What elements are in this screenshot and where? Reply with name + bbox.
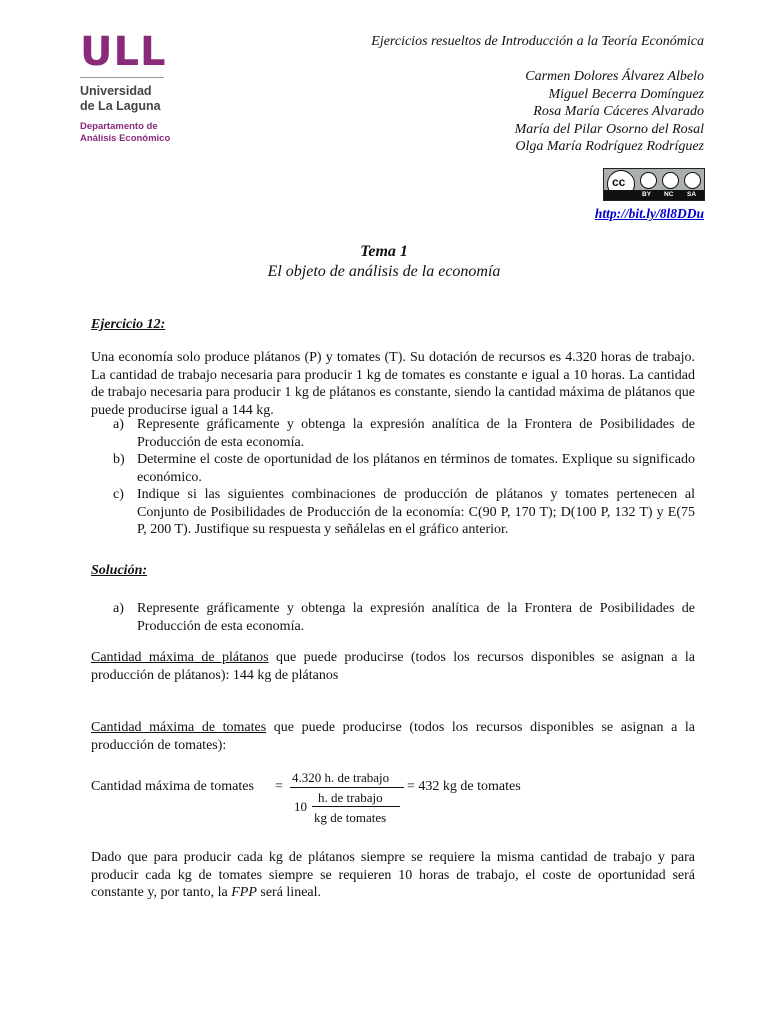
solution-item-a	[113, 600, 695, 635]
platanos-lead: Cantidad máxima de plátanos	[91, 650, 269, 665]
sa-label: SA	[687, 191, 697, 198]
exercise-item-b	[113, 451, 695, 486]
exercise-heading	[91, 316, 695, 334]
fpp-term: FPP	[231, 885, 257, 900]
platanos-paragraph	[91, 649, 695, 684]
logo-divider	[80, 77, 164, 78]
nc-label: NC	[664, 191, 674, 198]
conclusion-paragraph	[91, 849, 695, 902]
solution-heading-text: Solución:	[91, 563, 148, 578]
cc-license-badge	[603, 168, 705, 201]
formula-den-coef: 10	[294, 799, 307, 814]
sharealike-icon	[684, 172, 701, 189]
university-logo	[80, 29, 190, 144]
university-name-line2: de La Laguna	[80, 99, 161, 113]
item-label: b)	[113, 452, 125, 467]
tomates-paragraph	[91, 719, 695, 754]
authors-list	[515, 68, 704, 156]
author: Carmen Dolores Álvarez Albelo	[525, 69, 704, 84]
cc-icon-text: cc	[612, 175, 626, 189]
item-label: a)	[113, 417, 124, 432]
ull-logo-mark: ULL	[80, 29, 167, 75]
item-text: Determine el coste de oportunidad de los plátanos en términos de tomates. Explique su significado económico.	[137, 452, 695, 485]
formula-numerator: 4.320 h. de trabajo	[292, 770, 390, 785]
conclusion-pre: Dado que para producir cada kg de plátanos siempre se requiere la misma cantidad de trabajo y para producir cada kg de tomates siempre se requieren 10 horas de trabajo, el coste de oportunidad será constante y, por tanto, la	[91, 850, 695, 900]
formula-equals: =	[275, 779, 283, 794]
item-text: Indique si las siguientes combinaciones de producción de plátanos y tomates pertenecen al Conjunto de Posibilidades de Producción de la economía: C(90 P, 170 T); D(100 P, 132 T) y E(75 P, 200 T). Justifique su respuesta y señálelas en el gráfico anterior.	[137, 487, 695, 537]
author: Miguel Becerra Domínguez	[548, 86, 704, 102]
formula-lhs: Cantidad máxima de tomates	[91, 779, 254, 794]
item-text: Represente gráficamente y obtenga la expresión analítica de la Frontera de Posibilidades de Producción de esta economía.	[137, 601, 695, 634]
book-title: Ejercicios resueltos de Introducción a la Teoría Económica	[371, 34, 704, 49]
tomates-rest: que puede producirse (todos los recursos disponibles se asignan a la producción de tomates):	[91, 720, 696, 753]
author: Rosa María Cáceres Alvarado	[533, 104, 704, 119]
university-name-line1: Universidad	[80, 84, 152, 98]
department-line2: Análisis Económico	[80, 132, 171, 144]
inner-fraction-bar	[312, 806, 400, 807]
conclusion-post: será lineal.	[256, 885, 322, 900]
department-line1: Departamento de	[80, 121, 158, 132]
author: María del Pilar Osorno del Rosal	[514, 121, 704, 137]
formula-result: = 432 kg de tomates	[407, 779, 521, 794]
item-text: Represente gráficamente y obtenga la expresión analítica de la Frontera de Posibilidades de Producción de esta economía.	[137, 417, 695, 450]
tema-subtitle: El objeto de análisis de la economía	[267, 263, 501, 280]
formula-den-num: h. de trabajo	[318, 790, 383, 805]
main-fraction-bar	[290, 787, 404, 788]
exercise-item-a	[113, 416, 695, 451]
noncommercial-icon	[662, 172, 679, 189]
exercise-item-c	[113, 486, 695, 539]
by-label: BY	[642, 191, 652, 198]
short-link[interactable]: http://bit.ly/8l8DDu	[594, 206, 704, 221]
solution-heading	[91, 562, 695, 580]
license-band	[604, 190, 704, 200]
exercise-statement: Una economía solo produce plátanos (P) y tomates (T). Su dotación de recursos es 4.320 horas de trabajo. La cantidad de trabajo necesaria para producir 1 kg de tomates es constante e igual a 10 horas. La cantidad de trabajo necesaria para producir 1 kg de plátanos es constante, siendo la cantidad máxima de plátanos que puede producirse igual a 144 kg.	[91, 350, 695, 418]
platanos-rest: que puede producirse (todos los recursos disponibles se asignan a la producción de plátanos): 144 kg de plátanos	[91, 650, 695, 683]
item-label: c)	[113, 487, 124, 502]
author: Olga María Rodríguez Rodríguez	[515, 139, 704, 154]
item-label: a)	[113, 601, 124, 616]
formula-den-den: kg de tomates	[314, 810, 387, 825]
attribution-icon	[640, 172, 657, 189]
exercise-heading-text: Ejercicio 12:	[91, 317, 166, 332]
tomates-lead: Cantidad máxima de tomates	[91, 720, 267, 735]
tema-number: Tema 1	[360, 243, 408, 260]
